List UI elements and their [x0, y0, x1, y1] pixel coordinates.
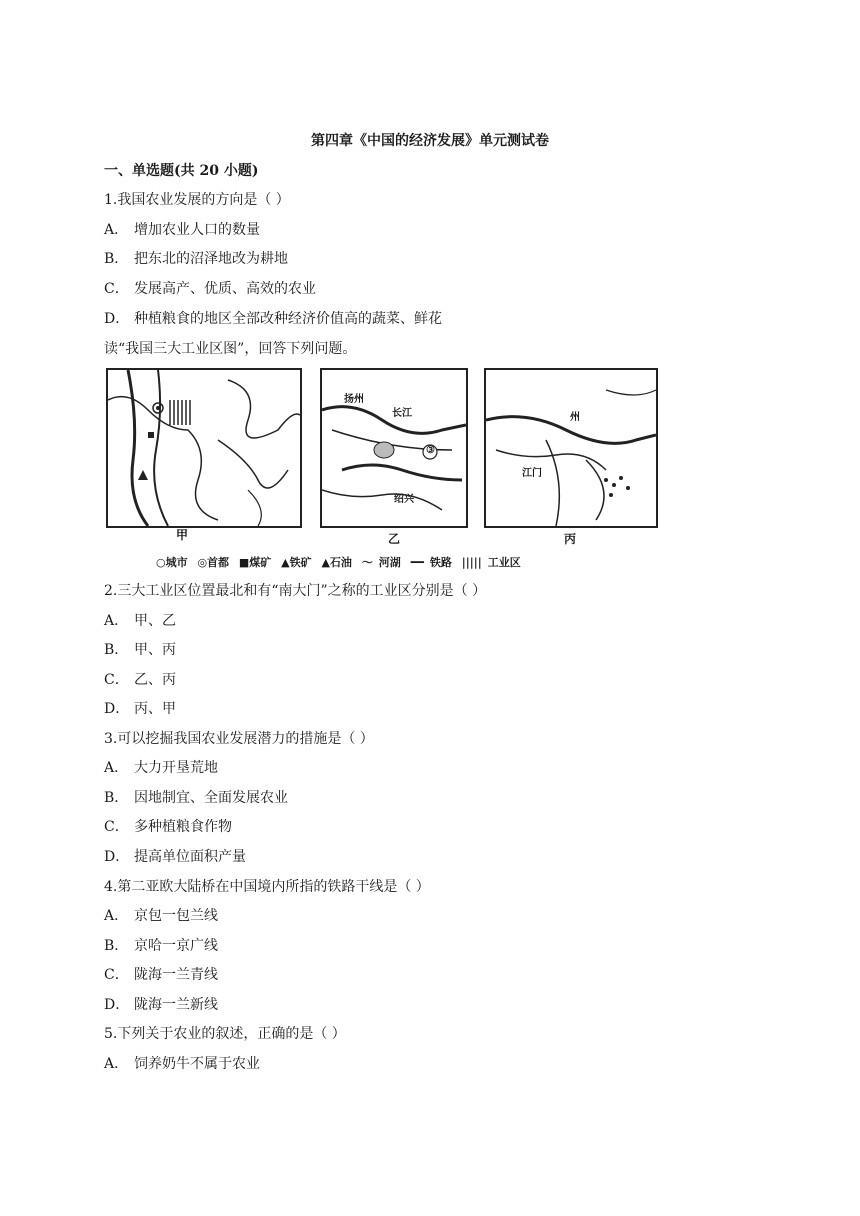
legend-industry: 工业区: [487, 556, 521, 569]
legend-rail: 铁路: [429, 556, 452, 569]
question-1-stem: 1.我国农业发展的方向是（ ）: [104, 192, 290, 208]
place-yangzhou: 扬州: [344, 394, 364, 405]
question-2-option-b[interactable]: B． 甲、丙: [104, 642, 176, 658]
question-3-option-b[interactable]: B． 因地制宜、全面发展农业: [104, 790, 288, 806]
map-jia: [106, 368, 302, 528]
question-1-option-b[interactable]: B． 把东北的沼泽地改为耕地: [104, 251, 288, 267]
legend-river-icon: ～: [361, 556, 373, 569]
map-legend: [156, 554, 527, 570]
question-2-option-d[interactable]: D． 丙、甲: [104, 701, 176, 717]
question-4-option-a[interactable]: A． 京包一包兰线: [104, 908, 218, 924]
industrial-regions-figure: [104, 368, 660, 570]
question-3-option-c[interactable]: C． 多种植粮食作物: [104, 819, 232, 835]
map-label-jia: 甲: [176, 528, 189, 542]
map-jia-drawing: [108, 370, 300, 526]
section-heading: 一、单选题(共 20 小题): [104, 163, 259, 179]
legend-industry-icon: |||||: [461, 556, 482, 569]
question-2-stem: 2.三大工业区位置最北和有“南大门”之称的工业区分别是（ ）: [104, 583, 487, 599]
legend-city: ○城市: [156, 556, 188, 569]
map-label-yi: 乙: [388, 532, 401, 546]
question-4-option-b[interactable]: B． 京哈一京广线: [104, 938, 218, 954]
question-4-option-d[interactable]: D． 陇海一兰新线: [104, 997, 218, 1013]
page-title: 第四章《中国的经济发展》单元测试卷: [311, 133, 549, 149]
question-2-option-c[interactable]: C． 乙、丙: [104, 672, 176, 688]
legend-river: 河湖: [378, 556, 401, 569]
question-5-option-a[interactable]: A． 饲养奶牛不属于农业: [104, 1056, 260, 1072]
question-1-option-c[interactable]: C． 发展高产、优质、高效的农业: [104, 281, 316, 297]
question-4-stem: 4.第二亚欧大陆桥在中国境内所指的铁路干线是（ ）: [104, 879, 430, 895]
place-zhou: 州: [570, 412, 580, 423]
read-prompt: 读“我国三大工业区图”，回答下列问题。: [104, 341, 357, 357]
legend-capital: ◎首都: [197, 556, 230, 569]
question-3-option-a[interactable]: A． 大力开垦荒地: [104, 760, 218, 776]
place-jiangmen: 江门: [522, 468, 542, 479]
map-yi: [320, 368, 468, 528]
place-circle3: ③: [426, 445, 435, 456]
question-5-stem: 5.下列关于农业的叙述，正确的是（ ）: [104, 1026, 346, 1042]
question-1-option-a[interactable]: A． 增加农业人口的数量: [104, 222, 260, 238]
question-4-option-c[interactable]: C． 陇海一兰青线: [104, 967, 218, 983]
map-label-bing: 丙: [564, 532, 577, 546]
question-1-option-d[interactable]: D． 种植粮食的地区全部改种经济价值高的蔬菜、鲜花: [104, 311, 442, 327]
question-2-option-a[interactable]: A． 甲、乙: [104, 613, 176, 629]
legend-oil: ▲石油: [321, 556, 352, 569]
place-shaoxing: 绍兴: [394, 494, 414, 505]
map-bing: [484, 368, 658, 528]
legend-iron: ▲铁矿: [281, 556, 312, 569]
legend-rail-icon: ━━: [410, 556, 424, 569]
question-3-option-d[interactable]: D． 提高单位面积产量: [104, 849, 246, 865]
question-3-stem: 3.可以挖掘我国农业发展潜力的措施是（ ）: [104, 731, 374, 747]
legend-coal: ■煤矿: [238, 556, 272, 569]
place-changjiang: 长江: [392, 408, 412, 419]
map-bing-drawing: [486, 370, 656, 526]
